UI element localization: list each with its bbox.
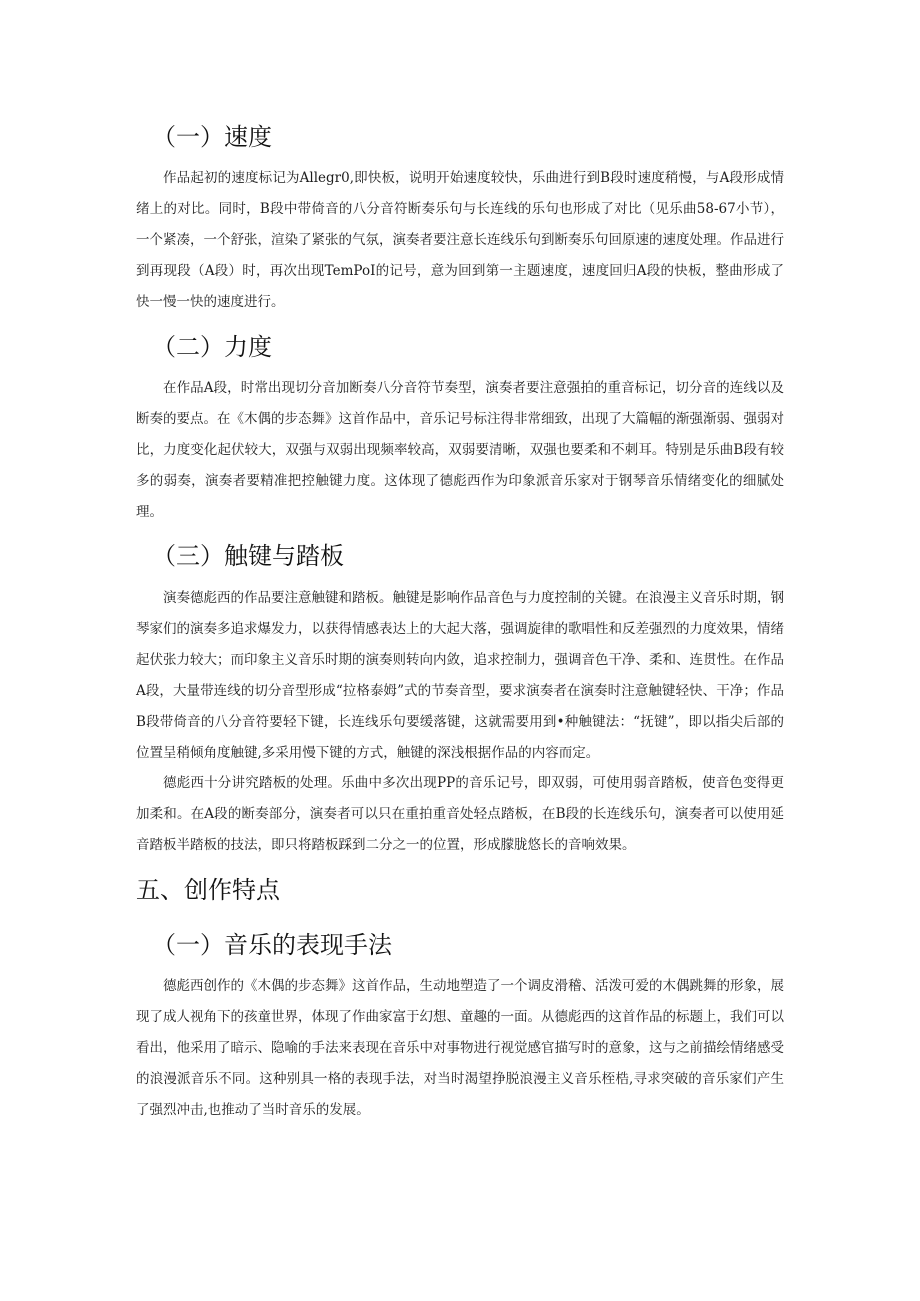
section-heading-expression: （一）音乐的表现手法 (152, 931, 392, 959)
paragraph-tempo: 作品起初的速度标记为Allegr0,即快板，说明开始速度较快，乐曲进行到B段时速度稍慢，与A段形成情绪上的对比。同时，B段中带倚音的八分音符断奏乐句与长连线的乐句也形成了对比（见乐曲58-67小节），一个紧凑，一个舒张，渲染了紧张的气氛，演奏者要注意长连线乐句到断奏乐句回原速的速度处理。作品进行到再现段（A段）时，再次出现TemPoI的记号，意为回到第一主题速度，速度回归A段的快板，整曲形成了快一慢一快的速度进行。 (136, 170, 784, 310)
section-heading-dynamics: （二）力度 (152, 333, 272, 361)
chapter-heading-features: 五、创作特点 (136, 876, 280, 904)
section-heading-touch-pedal: （三）触键与踏板 (152, 542, 344, 570)
section-heading-tempo: （一）速度 (152, 123, 272, 151)
paragraph-dynamics: 在作品A段，时常出现切分音加断奏八分音符节奏型，演奏者要注意强拍的重音标记，切分音的连线以及断奏的要点。在《木偶的步态舞》这首作品中，音乐记号标注得非常细致，出现了大篇幅的渐强渐弱、强弱对比，力度变化起伏较大，双强与双弱出现频率较高，双弱要清晰，双强也要柔和不刺耳。特别是乐曲B段有较多的弱奏，演奏者要精准把控触键力度。这体现了德彪西作为印象派音乐家对于钢琴音乐情绪变化的细腻处理。 (136, 380, 784, 520)
paragraph-expression: 德彪西创作的《木偶的步态舞》这首作品，生动地塑造了一个调皮滑稽、活泼可爱的木偶跳舞的形象，展现了成人视角下的孩童世界，体现了作曲家富于幻想、童趣的一面。从德彪西的这首作品的标题上，我们可以看出，他采用了暗示、隐喻的手法来表现在音乐中对事物进行视觉感官描写时的意象，这与之前描绘情绪感受的浪漫派音乐不同。这种别具一格的表现手法，对当时渴望挣脱浪漫主义音乐桎梏,寻求突破的音乐家们产生了强烈冲击,也推动了当时音乐的发展。 (136, 978, 784, 1118)
paragraph-touch: 演奏德彪西的作品要注意触键和踏板。触键是影响作品音色与力度控制的关键。在浪漫主义音乐时期，钢琴家们的演奏多追求爆发力，以获得情感表达上的大起大落，强调旋律的歌唱性和反差强烈的力度效果，情绪起伏张力较大；而印象主义音乐时期的演奏则转向内敛，追求控制力，强调音色干净、柔和、连贯性。在作品A段，大量带连线的切分音型形成“拉格泰姆”式的节奏音型，要求演奏者在演奏时注意触键轻快、干净；作品B段带倚音的八分音符要轻下键，长连线乐句要缓落键，这就需要用到•种触键法：“抚键”，即以指尖后部的位置呈稍倾角度触键,多采用慢下键的方式，触键的深浅根据作品的内容而定。 (136, 590, 784, 761)
paragraph-pedal: 德彪西十分讲究踏板的处理。乐曲中多次出现PP的音乐记号，即双弱，可使用弱音踏板，使音色变得更加柔和。在A段的断奏部分，演奏者可以只在重拍重音处轻点踏板，在B段的长连线乐句，演奏者可以使用延音踏板半踏板的技法，即只将踏板踩到二分之一的位置，形成朦胧悠长的音响效果。 (136, 775, 784, 853)
